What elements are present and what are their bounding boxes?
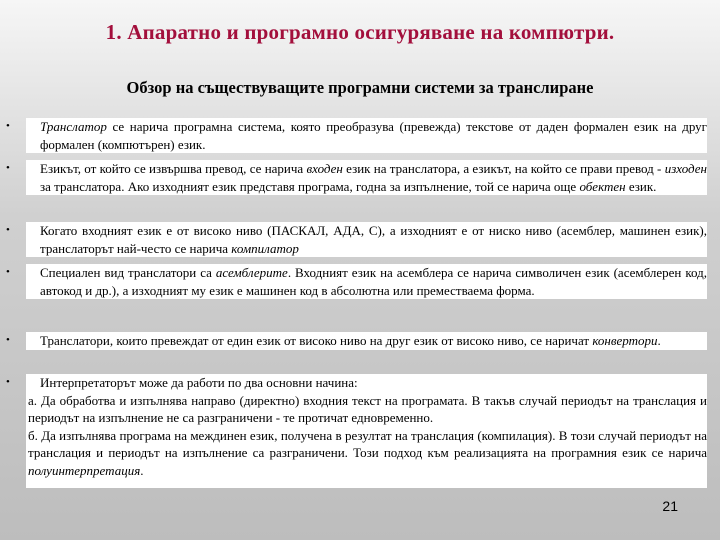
item-text <box>26 222 707 257</box>
bullet-icon: • <box>6 266 10 278</box>
term-input: входен <box>306 161 343 176</box>
item-body: за транслатора. Ако изходният език представя програма, годна за изпълнение, той се нарича още <box>40 178 580 194</box>
bullet-item-languages <box>6 160 707 195</box>
bullet-icon: • <box>6 162 10 174</box>
bullet-item-compiler <box>6 222 707 257</box>
item-body: Езикът, от който се извършва превод, се нарича <box>40 161 307 176</box>
item-text <box>26 118 707 153</box>
bullet-icon: • <box>6 224 10 236</box>
subitem-body: а. Да обработва и изпълнява направо (директно) входния текст на програмата. В такъв случай периодът на транслация и периодът на изпълнение не са разграничени - те протичат едновременно. <box>28 392 707 425</box>
term-semi-interpretation: полуинтерпретация <box>28 462 141 478</box>
item-body: Специален вид транслатори са <box>40 265 216 280</box>
item-body: Транслатори, които превеждат от един език от високо ниво на друг език от високо ниво, се наричат <box>40 333 593 348</box>
subitem-body: . <box>140 462 144 478</box>
item-body: език. <box>625 178 657 194</box>
bullet-icon: • <box>6 376 10 388</box>
term-translator: Транслатор <box>40 119 107 134</box>
bullet-item-translator <box>6 118 707 153</box>
slide-subtitle: Обзор на съществуващите програмни системи за транслиране <box>126 78 594 97</box>
item-body: . Входният език на асемблера се нарича символичен език (асемблерен код, автокод и др.), а изходният му език е машинен код в абсолютна или преместваема форма. <box>40 265 707 298</box>
term-compiler: компилатор <box>231 240 299 256</box>
item-body: Когато входният език е от високо ниво (ПАСКАЛ, АДА, С), а изходният е от ниско ниво (асемблер, машинен език), транслаторът най-често се нарича <box>40 223 707 256</box>
item-text <box>26 160 707 195</box>
term-converter: конвертори <box>592 333 658 348</box>
item-body: език на транслатора, а езикът, на който се прави превод - <box>342 161 665 176</box>
bullet-icon: • <box>6 334 10 346</box>
bullet-item-assembler <box>6 264 707 299</box>
item-text <box>26 264 707 299</box>
item-text <box>26 332 707 350</box>
bullet-icon: • <box>6 120 10 132</box>
subitem-b <box>28 427 707 480</box>
bullet-item-interpreter <box>6 374 707 488</box>
item-text <box>26 374 707 392</box>
subitem-body: б. Да изпълнява програма на междинен език, получена в резултат на транслация (компилация). В този случай периодът на транслация и периодът на изпълнение са разграничени. Този подход към реализацията на програмния език се нарича <box>28 427 707 460</box>
term-object: обектен <box>579 178 626 194</box>
item-body: се нарича програмна система, която преобразува (превежда) текстове от даден формален език на друг формален (компютърен) език. <box>40 119 707 152</box>
slide-title: 1. Апаратно и програмно осигуряване на компютри. <box>105 20 615 44</box>
subitem-a <box>28 392 707 427</box>
term-output: изходен <box>664 161 707 176</box>
term-assembler: асемблерите <box>215 265 288 280</box>
item-body: Интерпретаторът може да работи по два основни начина: <box>40 375 358 390</box>
bullet-item-converters <box>6 332 707 350</box>
page-number: 21 <box>662 498 678 514</box>
item-body: . <box>657 333 661 348</box>
